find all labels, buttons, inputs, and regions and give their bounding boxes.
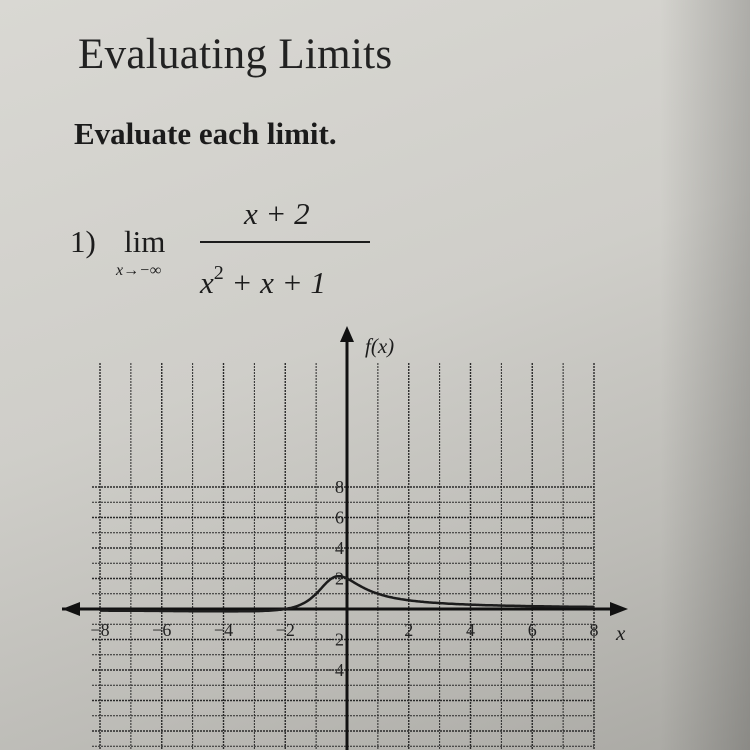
limit-operator: lim: [124, 224, 166, 259]
x-tick-label: −2: [275, 620, 295, 640]
denominator-exponent: 2: [213, 262, 224, 284]
x-tick-label: −4: [213, 620, 234, 640]
limit-approach: x→−∞: [116, 262, 162, 279]
x-axis-label: x: [616, 621, 626, 645]
page-title: Evaluating Limits: [78, 31, 393, 78]
denominator-base: x: [200, 265, 214, 300]
x-tick-label: 6: [527, 620, 537, 640]
x-axis-left-arrow: [62, 602, 80, 616]
x-tick-label: 4: [466, 620, 475, 640]
fraction-numerator: x + 2: [244, 196, 310, 231]
x-axis-right-arrow: [610, 602, 628, 616]
x-tick-label: −6: [152, 620, 172, 640]
y-tick-label: −2: [324, 629, 344, 650]
y-tick-label: 6: [335, 507, 344, 528]
instructions: Evaluate each limit.: [74, 116, 337, 151]
denominator-rest: + x + 1: [223, 265, 326, 300]
y-tick-label: 2: [335, 568, 344, 589]
y-axis-arrow: [340, 326, 354, 342]
y-tick-label: 8: [335, 477, 344, 497]
y-axis-label: f(x): [365, 334, 395, 358]
problem-number: 1): [70, 224, 96, 259]
x-tick-label: 2: [404, 620, 414, 640]
y-tick-label: 4: [335, 538, 344, 558]
x-tick-label: −8: [90, 620, 110, 640]
graph-axes: [62, 326, 628, 750]
y-tick-label: −4: [324, 660, 344, 680]
x-tick-label: 8: [589, 620, 599, 640]
